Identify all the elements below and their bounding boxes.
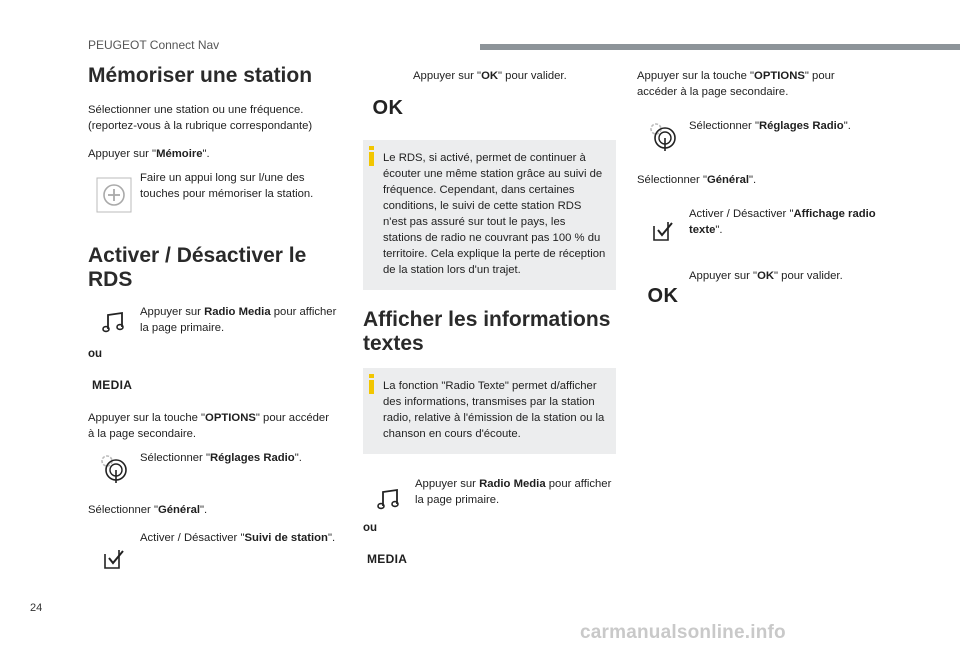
info-icon-bar — [369, 152, 374, 166]
ok-label: OK — [372, 97, 404, 119]
textes-info-text: La fonction "Radio Texte" permet d/afficher des informations, transmises par la station radio, relative à l'émission de la station ou la chanson en cours d'écoute. — [383, 380, 605, 441]
col2-ok-text: Appuyer sur "OK" pour valider. — [413, 70, 567, 82]
checkbox-check-icon — [637, 206, 689, 242]
textes-title: Afficher les informations textes — [363, 308, 611, 356]
settings-gear-icon — [637, 118, 689, 154]
column-2 — [363, 68, 616, 566]
rds-reglages-text: Sélectionner "Réglages Radio". — [140, 452, 302, 465]
info-icon-dot — [369, 374, 374, 378]
memoriser-press: Appuyer sur "Mémoire". — [88, 148, 210, 161]
rds-radio-text: Appuyer sur Radio Media pour afficher la page primaire. — [140, 306, 337, 335]
header-bar — [480, 44, 960, 50]
rds-radio-step — [88, 304, 338, 340]
memoriser-title: Mémoriser une station — [88, 64, 313, 87]
col3-reglages-step — [637, 118, 877, 154]
info-icon-bar — [369, 380, 374, 394]
rds-general: Sélectionner "Général". — [88, 504, 208, 517]
col2-radio-step — [363, 476, 616, 512]
rds-options: Appuyer sur la touche "OPTIONS" pour accéder à la page secondaire. — [88, 412, 329, 441]
col3-reglages-text: Sélectionner "Réglages Radio". — [689, 120, 851, 132]
rds-info-text: Le RDS, si activé, permet de continuer à écouter une même station grâce au suivi de fréquence. Cependant, dans certaines conditions, le suivi de cette station RDS n'est pas assuré sur tout le pays, les stations de radio ne couvrant pas 100 % du territoire. Cela explique la perte de réception de la station lors d'un trajet. — [383, 152, 606, 276]
rds-reglages-step — [88, 450, 338, 486]
col3-ok-step — [637, 268, 877, 308]
music-note-icon — [363, 476, 415, 512]
col2-ou: ou — [363, 522, 378, 535]
music-note-icon — [88, 304, 140, 340]
col2-radio-text: Appuyer sur Radio Media pour afficher la page primaire. — [415, 478, 612, 507]
info-icon-dot — [369, 146, 374, 150]
col2-ok-step — [363, 68, 616, 120]
textes-info-box — [363, 368, 616, 454]
settings-gear-icon — [88, 450, 140, 486]
rds-ou: ou — [88, 348, 103, 361]
ok-label: OK — [647, 285, 679, 307]
rds-media-label: MEDIA — [92, 378, 133, 393]
column-1 — [88, 64, 338, 570]
col2-media-label: MEDIA — [367, 552, 408, 567]
column-3 — [637, 68, 877, 308]
footer-watermark: carmanualsonline.info — [580, 622, 786, 643]
page-number: 24 — [30, 602, 43, 614]
plus-circle-icon — [88, 170, 140, 220]
memoriser-step-text: Faire un appui long sur l/une des touches pour mémoriser la station. — [140, 172, 314, 201]
memoriser-intro: Sélectionner une station ou une fréquence. (reportez-vous à la rubrique correspondante) — [88, 104, 313, 133]
col3-affichage-step — [637, 206, 877, 242]
col3-affichage-text: Activer / Désactiver "Affichage radio texte". — [689, 208, 876, 236]
col3-ok-text: Appuyer sur "OK" pour valider. — [689, 270, 843, 282]
rds-title: Activer / Désactiver le RDS — [88, 244, 307, 292]
rds-suivi-step — [88, 530, 338, 570]
col3-options: Appuyer sur la touche "OPTIONS" pour accéder à la page secondaire. — [637, 70, 835, 98]
col3-general: Sélectionner "Général". — [637, 174, 757, 186]
header-title: PEUGEOT Connect Nav — [88, 38, 220, 52]
checkbox-check-icon — [88, 530, 140, 570]
rds-suivi-text: Activer / Désactiver "Suivi de station". — [140, 532, 336, 545]
rds-info-box — [363, 140, 616, 290]
memoriser-step — [88, 170, 338, 220]
